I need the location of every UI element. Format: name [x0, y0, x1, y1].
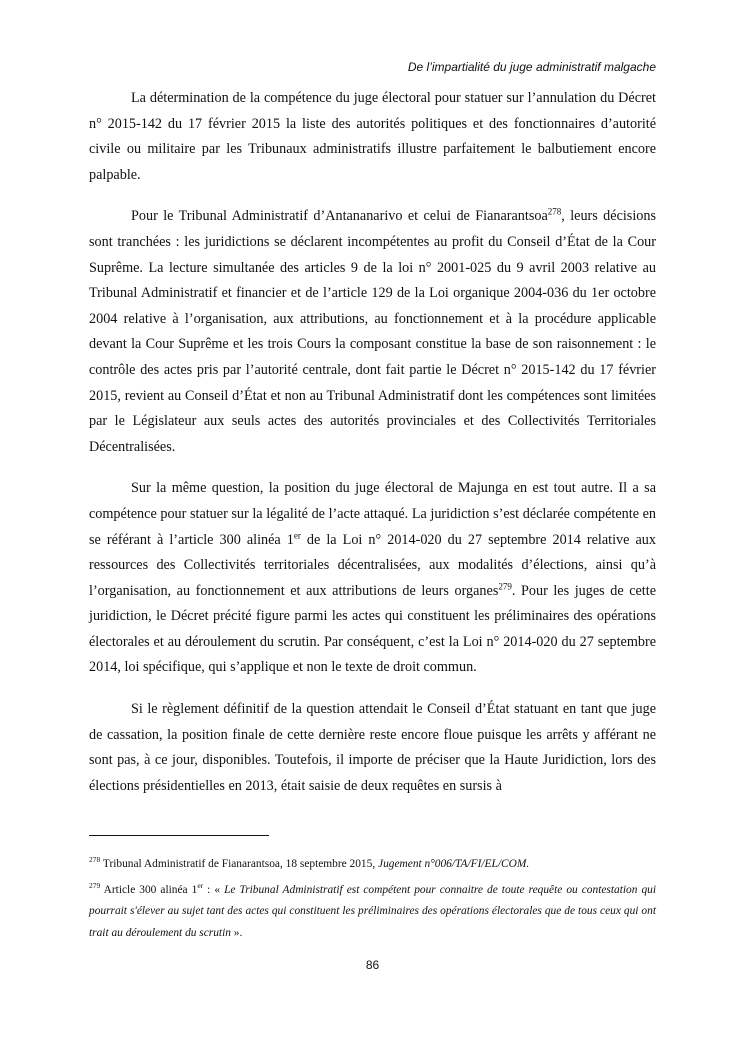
paragraph-2 [89, 204, 656, 460]
footnote-279-superscript-er: er [197, 880, 204, 890]
footnote-279-text-b: : « [203, 883, 225, 896]
paragraph-3-text-a: Sur la même question, la position du juge électoral de Majunga en est tout autre. Il a sa compétence pour statuer sur la légalité de l’acte attaqué. La juridiction s’est déclarée compétente en se référant à l’article 300 alinéa 1 [89, 480, 656, 548]
body-text [89, 86, 656, 815]
footnote-278-text: Tribunal Administratif de Fianarantsoa, 18 septembre 2015, [100, 858, 379, 870]
footnote-number-279: 279 [89, 880, 101, 890]
footnote-279 [89, 880, 656, 945]
superscript-er: er [293, 529, 301, 540]
footnote-separator [89, 835, 269, 836]
paragraph-3 [89, 476, 656, 681]
running-header: De l’impartialité du juge administratif malgache [407, 60, 656, 74]
paragraph-3-text-b: de la Loi n° 2014-020 du 27 septembre 2014 relative aux ressources des Collectivités territoriales décentralisées, aux modalités d’élections, ainsi qu’à l’organisation, au fonctionnement et aux attributions de leurs organes [89, 531, 656, 599]
paragraph-2-text-a: Pour le Tribunal Administratif d’Antananarivo et celui de Fianarantsoa [131, 208, 548, 225]
footnote-278-italic: Jugement n°006/TA/FI/EL/COM. [378, 858, 530, 870]
footnote-number-278: 278 [89, 855, 101, 865]
footnote-278 [89, 854, 656, 876]
paragraph-3-text-c: . Pour les juges de cette juridiction, le Décret précité figure parmi les actes qui constituent les préliminaires des opérations électorales et au déroulement du scrutin. Par conséquent, c’est la Loi n° 2014-020 du 27 septembre 2014, loi spécifique, qui s’applique et non le texte de droit commun. [89, 582, 656, 676]
footnote-279-text-c: ». [230, 926, 243, 939]
paragraph-1: La détermination de la compétence du juge électoral pour statuer sur l’annulation du Décret n° 2015-142 du 17 février 2015 la liste des autorités politiques et des fonctionnaires d’autorité civile ou militaire par les Tribunaux administratifs illustre parfaitement le balbutiement encore palpable. [89, 90, 656, 183]
paragraph-4: Si le règlement définitif de la question attendait le Conseil d’État statuant en tant que juge de cassation, la position finale de cette dernière reste encore floue puisque les arrêts y afférant ne sont pas, à ce jour, disponibles. Toutefois, il importe de préciser que la Haute Juridiction, lors des élections présidentielles en 2013, était saisie de deux requêtes en sursis à [89, 701, 656, 794]
page-number: 86 [365, 958, 380, 972]
paragraph-2-text-b: , leurs décisions sont tranchées : les juridictions se déclarent incompétentes au profit du Conseil d’État de la Cour Suprême. La lecture simultanée des articles 9 de la loi n° 2001-025 du 9 avril 2003 relative au Tribunal Administratif et financier et de l’article 129 de la Loi organique 2004-036 du 1er octobre 2004 relative à l’organisation, aux attributions, au fonctionnement et à la procédure applicable devant la Cour Suprême et les trois Cours la composant constitue la base de son raisonnement : le contrôle des actes pris par l’autorité centrale, dont fait partie le Décret n° 2015-142 du 17 février 2015, revient au Conseil d’État et non au Tribunal Administratif dont les compétences sont limitées par le Législateur aux seuls actes des autorités provinciales et des Collectivités Territoriales Décentralisées. [89, 208, 656, 455]
footnote-279-italic: Le Tribunal Administratif est compétent pour connaitre de toute requête ou contestation qui pourrait s'élever au sujet tant des actes qui constituent les préliminaires des opérations électorales que de tous ceux qui ont trait au déroulement du scrutin [89, 883, 657, 939]
footnote-ref-278[interactable]: 278 [547, 206, 562, 217]
footnote-279-text-a: Article 300 alinéa 1 [100, 883, 198, 896]
footnote-ref-279[interactable]: 279 [498, 580, 512, 591]
footnotes [89, 854, 656, 948]
